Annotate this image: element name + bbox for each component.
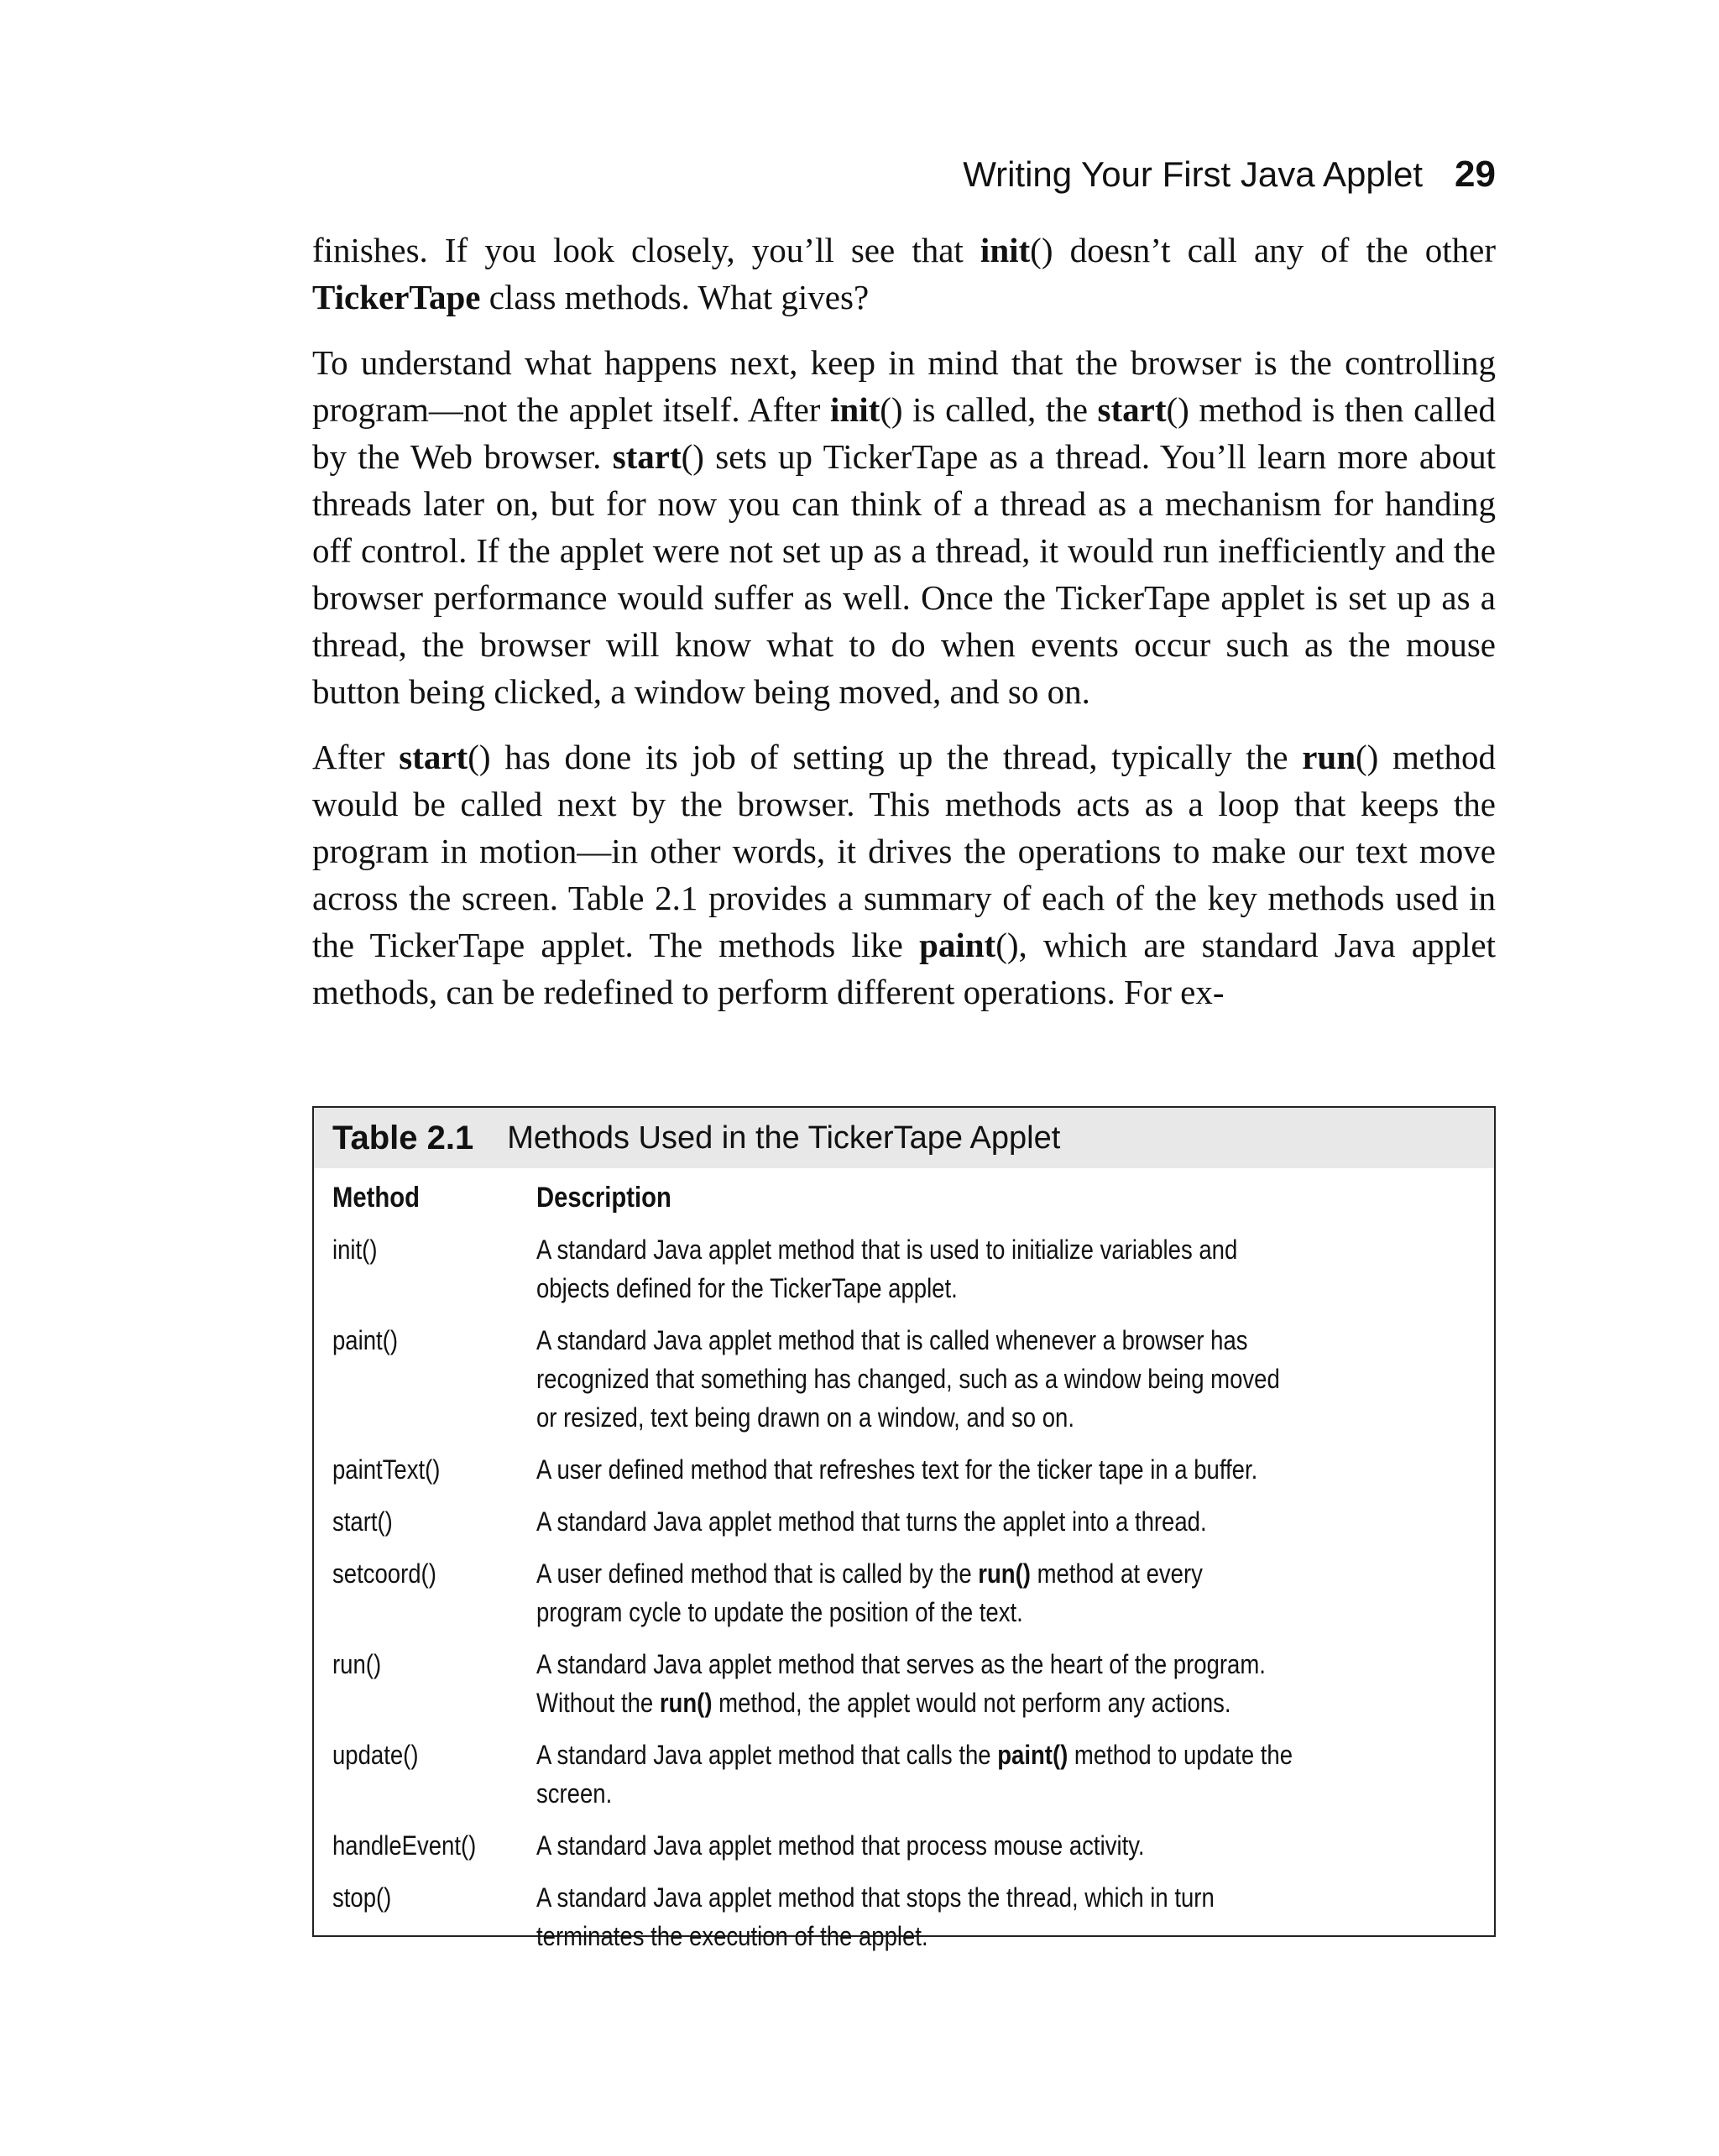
method-name: paintText()	[332, 1454, 441, 1485]
header-description: Description	[536, 1182, 671, 1214]
method-name: run()	[332, 1649, 382, 1679]
description-text-run: A standard Java applet method that is used to initialize variables and objects defined for the TickerTape applet.	[536, 1235, 1238, 1303]
paragraph-text-run: () method is then called by the Web browser.	[312, 390, 1496, 476]
method-description	[536, 1554, 1294, 1631]
paragraph-bold-term: start	[399, 738, 468, 776]
header-method: Method	[332, 1182, 420, 1214]
table-row	[332, 1230, 1476, 1308]
table-caption	[314, 1108, 1494, 1168]
method-description	[536, 1878, 1294, 1955]
method-description	[536, 1736, 1294, 1813]
paragraph-text-run: () method would be called next by the browser. This methods acts as a loop that keeps the program in motion—in other words, it drives the operations to make our text move across the screen. Table 2.1 provides a summary of each of the key methods used in the TickerTape applet. The methods like	[312, 738, 1496, 964]
table-row	[332, 1554, 1476, 1631]
description-bold-term: paint()	[997, 1740, 1068, 1770]
description-bold-term: run()	[659, 1688, 713, 1718]
method-description	[536, 1826, 1294, 1865]
description-text-run: A standard Java applet method that calls the	[536, 1740, 998, 1770]
table-row	[332, 1645, 1476, 1722]
table-row	[332, 1878, 1476, 1955]
table-row	[332, 1736, 1476, 1813]
description-text-run: method to update the screen.	[536, 1740, 1293, 1809]
method-name: setcoord()	[332, 1558, 436, 1589]
paragraph-text-run: () has done its job of setting up the thread, typically the	[468, 738, 1303, 776]
paragraph-bold-term: init	[830, 390, 880, 429]
table-row	[332, 1502, 1476, 1541]
paragraph-text-run: () sets up TickerTape as a thread. You’ll learn more about threads later on, but for now you can think of a thread as a mechanism for handing off control. If the applet were not set up as a thread, it would run inefficiently and the browser performance would suffer as well. Once the TickerTape applet is set up as a thread, the browser will know what to do when events occur such as the mouse button being clicked, a window being moved, and so on.	[312, 437, 1496, 711]
method-name: init()	[332, 1235, 378, 1265]
paragraph-text-run: () doesn’t call any of the other	[1030, 231, 1496, 269]
table-row	[332, 1450, 1476, 1489]
method-description	[536, 1321, 1294, 1437]
table-header-row	[332, 1178, 1476, 1217]
description-text-run: A standard Java applet method that process mouse activity.	[536, 1830, 1145, 1861]
description-text-run: A standard Java applet method that is called whenever a browser has recognized that something has changed, such as a window being moved or resized, text being drawn on a window, and so on.	[536, 1325, 1280, 1433]
method-description	[536, 1645, 1294, 1722]
methods-table	[312, 1106, 1496, 1951]
method-name: paint()	[332, 1325, 399, 1355]
body-paragraph	[312, 733, 1496, 1015]
table-body	[314, 1178, 1494, 1955]
page-number: 29	[1455, 154, 1496, 195]
body-text	[312, 227, 1496, 1034]
table-caption-text: Methods Used in the TickerTape Applet	[507, 1120, 1061, 1156]
paragraph-bold-term: init	[980, 231, 1031, 269]
paragraph-bold-term: start	[612, 437, 682, 476]
method-name: handleEvent()	[332, 1830, 477, 1861]
paragraph-text-run: After	[312, 738, 400, 776]
description-text-run: method at every program cycle to update the position of the text.	[536, 1558, 1203, 1627]
paragraph-bold-term: paint	[919, 926, 996, 964]
running-head	[312, 154, 1496, 196]
body-paragraph	[312, 227, 1496, 321]
method-name: start()	[332, 1506, 393, 1537]
paragraph-text-run: To understand what happens next, keep in mind that the browser is the controlling program—not the applet itself. After	[312, 343, 1496, 429]
method-description	[536, 1502, 1294, 1541]
paragraph-bold-term: TickerTape	[312, 278, 481, 316]
description-bold-term: run()	[978, 1558, 1031, 1589]
description-text-run: A standard Java applet method that stops the thread, which in turn terminates the execution of the applet.	[536, 1882, 1215, 1951]
paragraph-bold-term: run	[1302, 738, 1356, 776]
method-name: stop()	[332, 1882, 392, 1913]
table-row	[332, 1321, 1476, 1437]
description-text-run: A standard Java applet method that serves as the heart of the program. Without the	[536, 1649, 1266, 1718]
description-text-run: A user defined method that is called by the	[536, 1558, 979, 1589]
paragraph-text-run: () is called, the	[880, 390, 1098, 429]
method-name: update()	[332, 1740, 419, 1770]
paragraph-text-run: (), which are standard Java applet methods, can be redefined to perform different operations. For ex-	[312, 926, 1496, 1011]
description-text-run: A user defined method that refreshes text for the ticker tape in a buffer.	[536, 1454, 1258, 1485]
table-label: Table 2.1	[332, 1119, 474, 1156]
running-head-title: Writing Your First Java Applet	[963, 154, 1424, 194]
body-paragraph	[312, 339, 1496, 715]
description-text-run: A standard Java applet method that turns the applet into a thread.	[536, 1506, 1207, 1537]
method-description	[536, 1450, 1294, 1489]
paragraph-text-run: finishes. If you look closely, you’ll see that	[312, 231, 980, 269]
paragraph-bold-term: start	[1097, 390, 1167, 429]
table-row	[332, 1826, 1476, 1865]
paragraph-text-run: class methods. What gives?	[480, 278, 870, 316]
description-text-run: method, the applet would not perform any actions.	[712, 1688, 1231, 1718]
method-description	[536, 1230, 1294, 1308]
